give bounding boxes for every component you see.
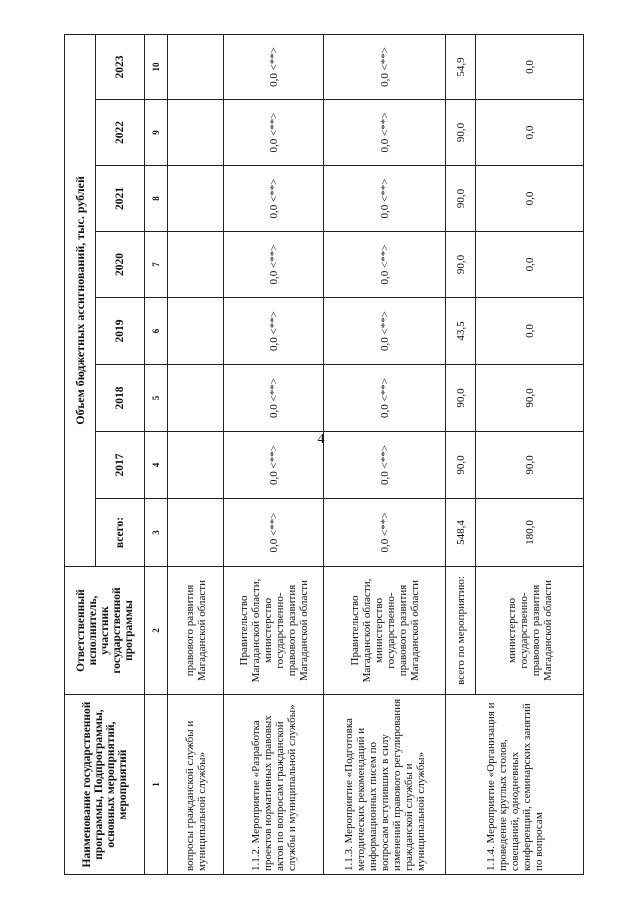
value-cell: 54,9 [446,34,476,99]
value-cell: 0,0 <**> [324,100,446,166]
row-executor: Правительство Магаданской области, министерство государственно-правового развития Магаданской области [224,567,324,695]
column-number: 5 [145,365,168,432]
header-total: всего: [96,499,145,567]
header-executor: Ответственный исполнитель, участник государственной программы [65,567,145,695]
value-cell: 180,0 [476,499,584,567]
row-name: 1.1.3. Мероприятие «Подготовка методических рекомендаций и информационных писем по вопросам вступивших в силу изменений правового регулирования гражданской службы и муниципальной службы» [324,695,446,875]
value-cell: 0,0 <**> [224,499,324,567]
column-number: 2 [145,567,168,695]
column-number: 3 [145,499,168,567]
header-year-2021: 2021 [96,166,145,232]
row-name: 1.1.4. Мероприятие «Организация и проведение круглых столов, совещаний, однодневных конференций, семинарских занятий по вопросам [446,695,584,875]
column-number: 4 [145,432,168,499]
header-year-2017: 2017 [96,432,145,499]
header-year-2018: 2018 [96,365,145,432]
value-cell: 0,0 [476,166,584,232]
header-year-2022: 2022 [96,100,145,166]
value-cell [168,365,224,432]
column-number: 10 [145,34,168,99]
value-cell: 0,0 <**> [324,166,446,232]
row-name: вопросы гражданской службы и муниципальной службы» [168,695,224,875]
document-sheet [64,35,584,875]
value-cell [168,432,224,499]
row-executor: всего по мероприятию: [446,567,476,695]
value-cell [168,298,224,365]
column-number: 7 [145,232,168,298]
value-cell: 90,0 [476,365,584,432]
table-row [324,34,446,874]
column-number-row [145,34,168,874]
row-executor: Правительство Магаданской области, министерство государственно-правового развития Магаданской области [324,567,446,695]
value-cell: 0,0 [476,34,584,99]
value-cell: 0,0 <**> [224,298,324,365]
value-cell: 43,5 [446,298,476,365]
value-cell [168,34,224,99]
column-number: 9 [145,100,168,166]
value-cell: 548,4 [446,499,476,567]
value-cell: 0,0 <**> [224,100,324,166]
value-cell: 0,0 [476,298,584,365]
value-cell: 0,0 [476,232,584,298]
value-cell: 90,0 [446,100,476,166]
page-number: 4 [317,432,325,447]
value-cell: 0,0 <**> [324,298,446,365]
header-name: Наименование государственной программы, Подпрограммы, основных мероприятий, мероприятий [65,695,145,875]
value-cell: 90,0 [476,432,584,499]
header-year-2019: 2019 [96,298,145,365]
value-cell: 0,0 <**> [324,499,446,567]
header-year-2023: 2023 [96,34,145,99]
value-cell [168,499,224,567]
table-row [446,34,476,874]
table-row [224,34,324,874]
budget-table [64,34,584,875]
row-name: 1.1.2. Мероприятие «Разработка проектов нормативных правовых актов по вопросам гражданской службы и муниципальной службы» [224,695,324,875]
value-cell: 0,0 <**> [224,432,324,499]
value-cell: 0,0 <**> [324,365,446,432]
value-cell [168,166,224,232]
header-volume: Объем бюджетных ассигнований, тыс. рублей [65,34,96,566]
value-cell: 90,0 [446,365,476,432]
value-cell: 0,0 <**> [224,166,324,232]
value-cell: 0,0 <**> [224,232,324,298]
value-cell [168,232,224,298]
value-cell: 0,0 <**> [324,34,446,99]
value-cell: 0,0 [476,100,584,166]
value-cell [168,100,224,166]
row-executor: правового развития Магаданской области [168,567,224,695]
table-row [168,34,224,874]
row-executor: министерство государственно-правового развития Магаданской области [476,567,584,695]
value-cell: 0,0 <**> [224,365,324,432]
value-cell: 90,0 [446,166,476,232]
value-cell: 90,0 [446,232,476,298]
value-cell: 90,0 [446,432,476,499]
column-number: 8 [145,166,168,232]
column-number: 6 [145,298,168,365]
value-cell: 0,0 <**> [324,232,446,298]
value-cell: 0,0 <**> [324,432,446,499]
column-number: 1 [145,695,168,875]
value-cell: 0,0 <**> [224,34,324,99]
header-year-2020: 2020 [96,232,145,298]
